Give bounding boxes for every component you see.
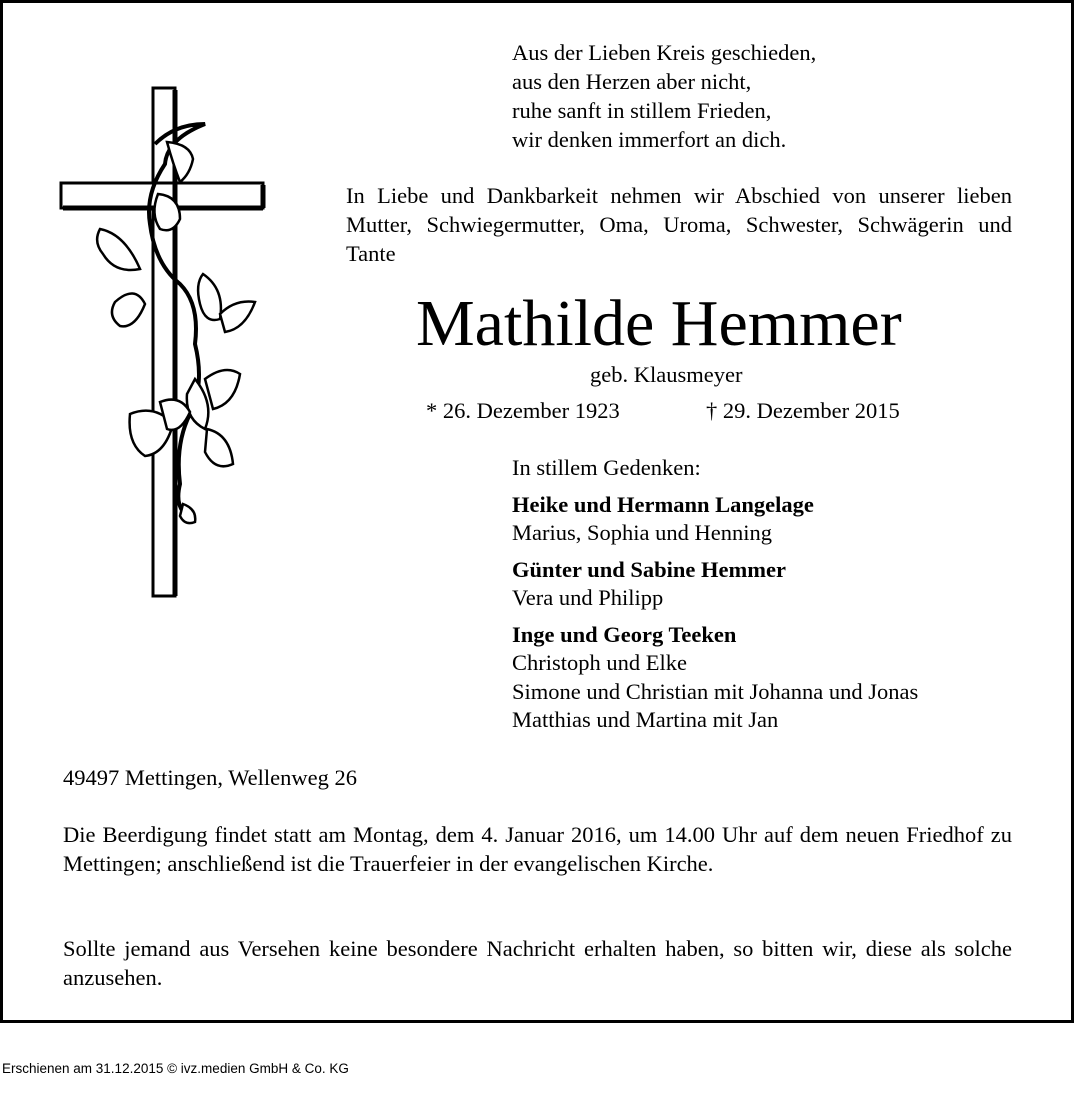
cross-with-rose-icon: [55, 84, 270, 599]
family-head: Inge und Georg Teeken: [512, 622, 737, 647]
family-head: Heike und Hermann Langelage: [512, 492, 814, 517]
address: 49497 Mettingen, Wellenweg 26: [63, 765, 357, 790]
mourners-heading: In stillem Gedenken:: [512, 455, 701, 480]
family-members: Marius, Sophia und Henning: [512, 520, 772, 545]
intro-text: In Liebe und Dankbarkeit nehmen wir Abschied von unserer lieben Mutter, Schwiegermutter, Oma, Uroma, Schwester, Schwägerin und Tante: [346, 183, 1012, 266]
poem-line: wir denken immerfort an dich.: [512, 127, 787, 152]
notice-text: Sollte jemand aus Versehen keine besondere Nachricht erhalten haben, so bitten wir, diese als solche anzusehen.: [63, 936, 1012, 990]
birth-date: * 26. Dezember 1923: [426, 398, 620, 423]
family-head: Günter und Sabine Hemmer: [512, 557, 786, 582]
death-date: † 29. Dezember 2015: [706, 398, 900, 423]
deceased-name: Mathilde Hemmer: [416, 287, 902, 360]
poem-line: aus den Herzen aber nicht,: [512, 69, 752, 94]
publication-footer: Erschienen am 31.12.2015 © ivz.medien GmbH & Co. KG: [2, 1061, 349, 1076]
family-members: Simone und Christian mit Johanna und Jonas: [512, 679, 919, 704]
funeral-info: Die Beerdigung findet statt am Montag, dem 4. Januar 2016, um 14.00 Uhr auf dem neuen Friedhof zu Mettingen; anschließend ist die Trauerfeier in der evangelischen Kirche.: [63, 822, 1012, 876]
family-members: Matthias und Martina mit Jan: [512, 707, 779, 732]
poem-line: Aus der Lieben Kreis geschieden,: [512, 40, 817, 65]
family-members: Christoph und Elke: [512, 650, 687, 675]
birth-name: geb. Klausmeyer: [590, 362, 743, 387]
poem-line: ruhe sanft in stillem Frieden,: [512, 98, 772, 123]
family-members: Vera und Philipp: [512, 585, 664, 610]
